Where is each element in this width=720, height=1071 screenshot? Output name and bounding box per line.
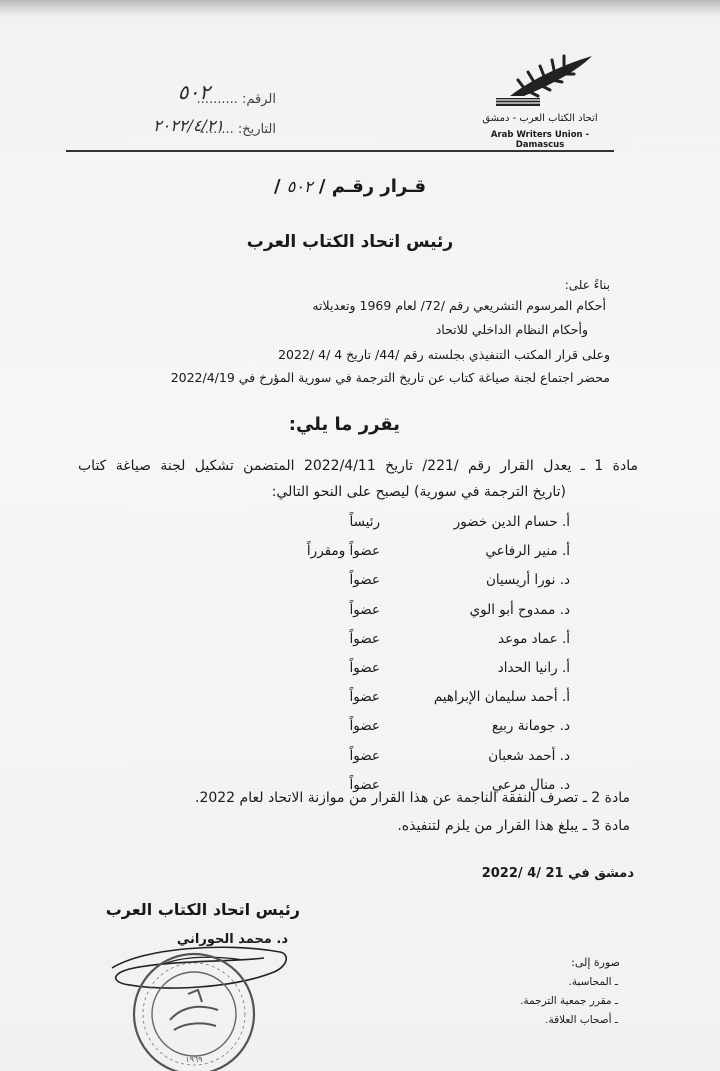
official-seal (130, 950, 258, 1071)
org-name-english: Arab Writers Union - Damascus (490, 130, 590, 150)
number-handwritten-value: ٥٠٢ (177, 80, 210, 104)
date-handwritten-value: ٢٠٢٢/٤/٢١ (153, 116, 224, 135)
preamble-label: بناءً على: (564, 278, 610, 292)
svg-text:١٩٦٩: ١٩٦٩ (185, 1055, 203, 1064)
decision-title (200, 176, 500, 197)
decides-heading: يقرر ما يلي: (288, 414, 400, 435)
article-2: مادة 2 ـ تصرف النفقة الناجمة عن هذا القرار من موازنة الاتحاد لعام 2022. (195, 790, 630, 806)
article-1-line-1: مادة 1 ـ يعدل القرار رقم /221/ تاريخ 2022/4/11 المتضمن تشكيل لجنة صياغة كتاب (78, 458, 638, 474)
committee-member-role: عضواً (349, 630, 380, 647)
committee-member-name: أ. رانيا الحداد (497, 659, 570, 676)
place-and-date: دمشق في 21 /4 /2022 (481, 866, 634, 881)
committee-member-role: عضواً (349, 601, 380, 618)
number-label: الرقم: .......... (196, 92, 276, 107)
committee-member-role: عضواً (349, 776, 380, 793)
signatory-name: د. محمد الحوراني (176, 932, 288, 947)
copies-label: صورة إلى: (571, 956, 620, 969)
preamble-line: وأحكام النظام الداخلي للاتحاد (435, 322, 588, 337)
article-3: مادة 3 ـ يبلغ هذا القرار من يلزم لتنفيذه. (397, 818, 630, 834)
committee-member-role: عضواً (349, 718, 380, 735)
committee-member-role: عضواً (349, 747, 380, 764)
committee-member-name: أ. عماد موعد (498, 630, 570, 647)
copy-recipient: ـ المحاسبة. (568, 976, 618, 988)
decision-number: ٥٠٢ (286, 177, 313, 196)
committee-member-name: د. منال مرعي (491, 776, 570, 793)
committee-member-role: رئيساً (349, 514, 380, 530)
committee-member-role: عضواً (349, 689, 380, 706)
decision-title-suffix: / (273, 176, 281, 197)
committee-member-name: د. أحمد شعبان (488, 747, 570, 764)
preamble-line: محضر اجتماع لجنة صياغة كتاب عن تاريخ الترجمة في سورية المؤرخ في 2022/4/19 (170, 370, 610, 385)
preamble-line: وعلى قرار المكتب التنفيذي بجلسته رقم /44/ تاريخ 4 /4 /2022 (278, 347, 610, 362)
header-divider (66, 150, 614, 152)
committee-member-role: عضواً ومقرراً (306, 543, 380, 560)
president-heading: رئيس اتحاد الكتاب العرب (246, 232, 454, 252)
org-name-arabic: اتحاد الكتاب العرب - دمشق (482, 113, 598, 124)
committee-member-role: عضواً (349, 659, 380, 676)
committee-member-name: أ. منير الرفاعي (485, 543, 570, 560)
quill-book-logo-icon (488, 52, 598, 110)
committee-member-name: د. ممدوح أبو الوي (469, 601, 570, 618)
committee-roles (300, 514, 380, 806)
preamble-line: أحكام المرسوم التشريعي رقم /72/ لعام 1969 وتعديلاته (312, 298, 606, 313)
committee-member-role: عضواً (349, 572, 380, 589)
scan-edge-shadow (0, 0, 720, 18)
date-label: التاريخ: ........ (200, 122, 276, 137)
committee-member-name: أ. أحمد سليمان الإبراهيم (433, 689, 570, 706)
committee-member-name: أ. حسام الدين خضور (453, 514, 570, 530)
signatory-title: رئيس اتحاد الكتاب العرب (105, 900, 300, 919)
decision-title-prefix: قـرار رقـم / (318, 176, 427, 197)
committee-member-name: د. جومانة ربيع (491, 718, 570, 735)
article-1-line-2: (تاريخ الترجمة في سورية) ليصبح على النحو التالي: (271, 484, 566, 500)
committee-member-name: د. نورا أريسيان (485, 572, 570, 589)
copy-recipient: ـ أصحاب العلاقة. (545, 1014, 618, 1026)
copy-recipient: ـ مقرر جمعية الترجمة. (520, 995, 618, 1007)
